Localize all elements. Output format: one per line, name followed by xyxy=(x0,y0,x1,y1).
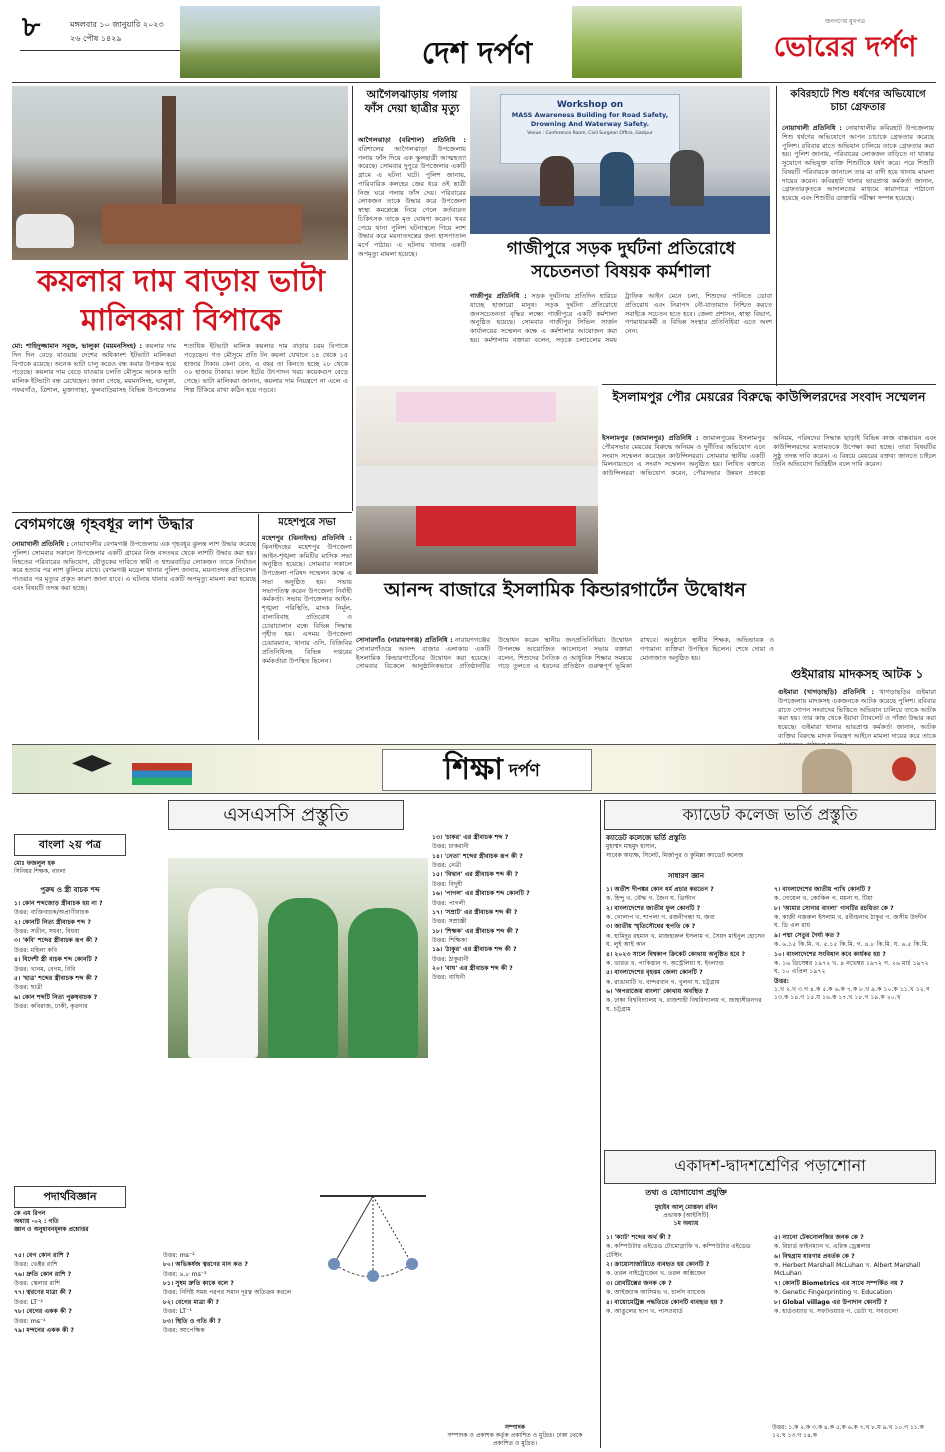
question-line: ৭৮। বেগের একক কী ? xyxy=(14,1308,72,1316)
question-line: ক. রাঙামাটি খ. বান্দরবান গ. খুলনা ঘ. চট্টগ্রাম xyxy=(606,978,720,986)
question-line: ৭৭। ত্বরণের মাত্রা কী ? xyxy=(14,1289,72,1297)
question-line: ৬। 'অপরাজেয় বাংলা' কোথায় অবস্থিত ? xyxy=(606,987,709,995)
pendulum-diagram xyxy=(310,1190,436,1296)
question-line: ক. গোলাপ খ. শাপলা গ. রজনীগন্ধা ঘ. জবা xyxy=(606,914,715,922)
question-line: ১৩। 'চাকর' এর স্ত্রীবাচক শব্দ ? xyxy=(432,834,509,841)
kindergarten-banner xyxy=(396,392,556,422)
question-line: উত্তর: স্কেলার রাশি xyxy=(14,1280,61,1288)
student-boy xyxy=(188,888,258,1058)
pendulum-bob-b xyxy=(367,1270,379,1282)
question-line: ৩। জাতীয় স্মৃতিসৌধের স্থপতি কে ? xyxy=(606,923,696,931)
question-line: ১৭। 'সম্রাট' এর স্ত্রীবাচক শব্দ কী ? xyxy=(432,908,518,916)
cadet-answers: ১.খ ২.খ ৩.গ ৪.ক ৫.ক ৬.ক ৭.ক ৮.খ ৯.ক ১০.ক ১১.খ ১২.গ ১৩.ক ১৪.গ ১৫.ঘ ১৬.ক ১৭.খ ১৮.গ ১৯.ক ২০.খ xyxy=(774,985,930,1002)
question-line: ক. আইজ্যাক আসিমভ খ. চার্লস ব্যাবেজ xyxy=(606,1289,706,1297)
section-title: দেশ দর্পণ xyxy=(421,36,533,71)
pendulum-svg xyxy=(310,1190,436,1296)
girl-text: বরিশালের আগৈলঝাড়া উপজেলায় গলায় ফাঁস দিয়ে এক স্কুলছাত্রী আত্মহত্যা করেছে। সোমবার দুপুরে উপজেলার একটি গ্রামে এ ঘটনা ঘটে। পুলিশ জানায়, পারিবারিক কলহের জের ধরে ওই ছাত্রী নিজ ঘরে গলায় ফাঁস দেয়। পরিবারের লোকজন তাকে উদ্ধার করে উপজেলা স্বাস্থ্য কমপ্লেক্সে নিয়ে গেলে কর্তব্যরত চিকিৎসক তাকে মৃত ঘোষণা করেন। খবর পেয়ে থানা পুলিশ ঘটনাস্থলে গিয়ে লাশ উদ্ধার করে ময়নাতদন্তের জন্য হাসপাতাল মর্গে পাঠায়। এ ঘটনায় থানায় একটি অপমৃত্যু মামলা হয়েছে। xyxy=(358,144,466,258)
cadet-title-box xyxy=(604,800,936,830)
question-line: উত্তর: আপেক্ষিক xyxy=(163,1326,205,1334)
question-line: ক. ঢাকা বিশ্ববিদ্যালয় খ. রাজশাহী বিশ্ববিদ্যালয় গ. জাহাঙ্গীরনগর ঘ. চট্টগ্রাম xyxy=(606,997,762,1013)
question-line: উত্তর: LT⁻¹ xyxy=(163,1308,192,1316)
question-line: উত্তর: পাগলী xyxy=(432,899,466,907)
guimara-text: খাগড়াছড়ির গুইমারা উপজেলায় মাদকসহ একজনকে আটক করেছে পুলিশ। রবিবার রাতে গোপন সংবাদের ভিত্তিতে অভিযান চালিয়ে তাকে আটক করা হয়। তার কাছ থেকে ইয়াবা ট্যাবলেট ও গাঁজা উদ্ধার করা হয়েছে। গুইমারা থানার ভারপ্রাপ্ত কর্মকর্তা জানান, আটক ব্যক্তির বিরুদ্ধে মাদক নিয়ন্ত্রণ আইনে মামলা দায়ের করে তাকে xyxy=(778,688,936,740)
hsc-answers: উত্তর: ১.ক ২.ক ৩.ক ৪.ক ৫.ক ৬.ক ৭.খ ৮.ঘ ৯.খ ১০.গ ১১.ক ১২.খ ১৩.গ ১৪.ক xyxy=(772,1424,924,1440)
date-line-1: মঙ্গলবার ১০ জানুয়ারি ২০২৩ xyxy=(70,20,164,29)
hsc-meta xyxy=(606,1204,766,1232)
question-line: ৫। ন্যানো টেকনোলজির জনক কে ? xyxy=(774,1234,864,1241)
row2-top-rule xyxy=(12,512,352,513)
workshop-person-2 xyxy=(600,152,634,206)
kindergarten-photo xyxy=(356,386,598,574)
brick-kiln-photo xyxy=(12,86,348,260)
question-line: ক. Genetic Fingerprinting খ. Education xyxy=(774,1289,893,1297)
hsc-author-role: প্রভাষক (আইসিটি) xyxy=(663,1212,709,1220)
hsc-title: একাদশ-দ্বাদশশ্রেণির পড়াশোনা xyxy=(674,1156,866,1175)
question-line: ১৫। 'বিদ্বান' এর স্ত্রীবাচক শব্দ কী ? xyxy=(432,871,519,879)
question-line: ক. হার্ডওয়্যার খ. সফটওয়্যার গ. ডেটা ঘ. সবগুলো xyxy=(774,1307,899,1315)
kindergarten-headline: আনন্দ বাজারে ইসলামিক কিন্ডারগার্টেন উদ্বোধন xyxy=(384,579,746,601)
question-line: উত্তর: মহিলা কবি xyxy=(14,946,58,954)
workshop-person-3 xyxy=(670,150,704,206)
question-line: উত্তর: সতীন, সধবা, বিধবা xyxy=(14,928,80,936)
hsc-title-box xyxy=(604,1150,936,1184)
cadet-author: মুহাম্মদ মাহমুদ হাসান, xyxy=(606,843,657,851)
question-line: ক. ভারত খ. পাকিস্তান গ. অস্ট্রেলিয়া ঘ. ইংল্যান্ড xyxy=(606,959,724,967)
page-number: ৮ xyxy=(22,10,41,43)
question-line: উত্তর: নির্দিষ্ট সময় পরপর সমান দূরত্ব অতিক্রম করলে xyxy=(163,1289,292,1297)
question-line: ২। বাংলাদেশের জাতীয় ফুল কোনটি ? xyxy=(606,904,701,912)
moheshpur-headline: মহেশপুরে সভা xyxy=(278,517,336,528)
question-line: উত্তর: নেত্রী xyxy=(432,862,462,870)
question-line: ৭। কোনটি Biometrics এর সাথে সম্পর্কিত নয় ? xyxy=(774,1279,904,1287)
question-line: ৫। 'ছাত্র' শব্দের স্ত্রীবাচক শব্দ কী ? xyxy=(14,974,98,982)
cadet-question-list xyxy=(606,886,934,1148)
cadet-meta xyxy=(606,834,766,870)
question-line: ক. কাজী নজরুল ইসলাম খ. রবীন্দ্রনাথ ঠাকুর গ. জসীম উদদীন ঘ. ডি এল রায় xyxy=(774,914,927,930)
ssc-subject: বাংলা ২য় পত্র xyxy=(38,838,102,851)
kabirhat-byline: নোয়াখালী প্রতিনিধি : xyxy=(782,124,842,132)
question-line: ক. দোয়েল খ. কোকিল গ. ময়না ঘ. টিয়া xyxy=(774,895,873,903)
question-line: ৮। Global village এর উপাদান কোনটি ? xyxy=(774,1298,888,1306)
guimara-byline: গুইমারা (খাগড়াছড়ি) প্রতিনিধি : xyxy=(778,688,874,696)
physics-meta xyxy=(14,1210,126,1250)
ssc-subject-box xyxy=(14,834,126,856)
islampur-byline: ইসলামপুর (জামালপুর) প্রতিনিধি : xyxy=(602,434,699,442)
brick-stack xyxy=(102,204,302,244)
education-banner xyxy=(12,744,936,794)
question-line: ক. হামিদুর রহমান খ. মাজহারুল ইসলাম গ. সৈয়দ মাইনুল হোসেন ঘ. লুই আই কান xyxy=(606,932,765,949)
question-line: ১। কোন শব্দজোড় স্ত্রীবাচক হয় না ? xyxy=(14,900,103,907)
pendulum-string-right xyxy=(373,1196,412,1264)
moheshpur-byline: মহেশপুর (ঝিনাইদহ) প্রতিনিধি : xyxy=(262,534,352,542)
question-line: উত্তর: বাঘিনী xyxy=(432,974,465,982)
student-figure xyxy=(802,749,852,793)
question-line: উত্তর: কবিরাজ, ঢাকী, কৃতদার xyxy=(14,1002,88,1010)
ssc-teacher-name: মোঃ ফজলুল হক xyxy=(14,860,55,867)
kindergarten-byline: সোনারগাঁও (নারায়ণগঞ্জ) প্রতিনিধি : xyxy=(356,636,453,644)
workshop-banner xyxy=(500,94,680,164)
question-line: ২। ক্রায়োসার্জারিতে ব্যবহৃত হয় কোনটি ? xyxy=(606,1261,710,1269)
guimara-body xyxy=(778,688,936,740)
physics-question-list xyxy=(14,1252,304,1442)
student-girl-2 xyxy=(348,908,418,1058)
masthead xyxy=(0,0,945,82)
kabirhat-headline: কবিরহাটে শিশু ধর্ষণের অভিযোগে চাচা গ্রেফতার xyxy=(790,89,926,113)
hsc-chapter: ১ম অধ্যায় xyxy=(673,1220,699,1228)
question-line: ১০। বাংলাদেশের সংবিধান কবে কার্যকর হয় ? xyxy=(774,950,886,958)
workshop-photo xyxy=(470,86,770,234)
question-line: ৮২। বেগের মাত্রা কী ? xyxy=(163,1298,220,1306)
question-line: ৪। ২০২৩ সালে বিশ্বকাপ ক্রিকেট কোথায় অনুষ্ঠিত হবে ? xyxy=(606,950,746,958)
ssc-teacher xyxy=(14,860,126,884)
question-line: ক. হিন্দু খ. বৌদ্ধ গ. জৈন ঘ. খ্রিস্টান xyxy=(606,895,696,903)
question-line: ১৬। 'পাগল' এর স্ত্রীবাচক শব্দ কোনটি ? xyxy=(432,890,530,898)
islampur-body xyxy=(602,434,936,664)
col-rule-3 xyxy=(258,514,259,740)
question-line: ৪। বিদেশী স্ত্রী বাচক শব্দ কোনটি ? xyxy=(14,956,98,964)
gazipur-byline: গাজীপুর প্রতিনিধি : xyxy=(470,292,527,300)
question-line: ৮০। অভিকর্ষজ ত্বরণের মান কত ? xyxy=(163,1261,248,1269)
islampur-top-rule xyxy=(602,384,936,385)
question-line: ৯। পদ্মা সেতুর দৈর্ঘ্য কত ? xyxy=(774,931,840,939)
question-line: ৬। কোন শব্দটি নিত্য পুরুষবাচক ? xyxy=(14,993,98,1001)
question-line: ক. Herbert Marshall McLuhan খ. Albert Marshall McLuhan xyxy=(774,1262,921,1278)
gazipur-body xyxy=(470,292,772,380)
question-line: ১। 'ক্যাট' শব্দের অর্থ কী ? xyxy=(606,1234,672,1241)
paper-tagline: জনগণের মুখপত্র xyxy=(825,18,865,25)
graduation-cap-icon xyxy=(72,755,112,779)
question-line: ক. কম্পিউটার এইডেড টোমোগ্রাফি খ. কম্পিউটার এইডেড টেস্টিং xyxy=(606,1243,751,1259)
question-line: উত্তর: ব্যক্তিবাচক/অপ্রাণীবাচক xyxy=(14,909,89,917)
banner-title-box xyxy=(382,749,592,791)
islampur-text: জামালপুরের ইসলামপুর পৌরসভার মেয়রের বিরুদ্ধে অনিয়ম ও দুর্নীতির অভিযোগ এনে সংবাদ সম্মেলন করেছেন কাউন্সিলররা। সোমবার স্থানীয় একটি মিলনায়তনে এ সংবাদ সম্মেলন অনুষ্ঠিত হয়। লিখিত বক্তব্যে কাউন্সিলররা অভিযোগ করেন, পৌরসভার উন্নয়ন প্রকল্পে অনিয়ম, পরিষদের সিদ্ধান্ত ছাড়াই বিভিন্ন কাজ বাস্তবায়ন এবং কাউন্সিলরদের মতামতকে উপেক্ষা করা হচ্ছে। তারা বিষয়টির সুষ্ঠু তদন্ত দাবি করেন। এ বিষয়ে মেয়রের বক্তব্য জানতে চাইলে তিনি অভিযোগ ভিত্তিহীন বলে দাবি করেন। xyxy=(602,434,936,478)
question-line: ৩। 'কবি' শব্দের স্ত্রীবাচক রূপ কী ? xyxy=(14,937,98,945)
ssc-topic: পুরুষ ও স্ত্রী বাচক শব্দ xyxy=(40,886,100,894)
hsc-author: মুহাইব আল্ মোস্তফা রবিন xyxy=(654,1204,718,1211)
col-rule-1 xyxy=(352,86,353,511)
pendulum-bob-a xyxy=(328,1258,340,1270)
begumganj-body xyxy=(12,540,256,740)
begumganj-text: নোয়াখালীর বেগমগঞ্জ উপজেলায় এক গৃহবধূর ঝুলন্ত লাশ উদ্ধার করেছে পুলিশ। সোমবার সকালে উপজেলার একটি গ্রামের নিজ বসতঘর থেকে লাশটি উদ্ধার করা হয়। নিহতের পরিবারের অভিযোগ, যৌতুকের দাবিতে স্বামী ও শ্বশুরবাড়ির লোকজন তাকে নির্যাতন করে হত্যার পর লাশ ঝুলিয়ে রাখে। বেগমগঞ্জ মডেল থানার পুলিশ জানায়, ময়নাতদন্ত প্রতিবেদন পাওয়ার পর মৃত্যুর প্রকৃত কারণ জানা যাবে। এ ঘটনায় থানায় একটি অপমৃত্যু মামলা করা হয়েছে এবং বিষয়টি তদন্ত করা হচ্ছে। xyxy=(12,540,256,592)
question-line: ১৪। 'নেতা' শব্দের স্ত্রীবাচক রূপ কী ? xyxy=(432,852,523,860)
coal-body xyxy=(12,342,348,510)
question-line: ৭৯। মন্দনের একক কী ? xyxy=(14,1326,74,1334)
footer-box xyxy=(440,1424,590,1448)
cadet-title: ক্যাডেট কলেজ ভর্তি প্রস্তুতি xyxy=(682,805,858,824)
question-line: ৪। বায়োমেট্রিক্স পদ্ধতিতে কোনটি ব্যবহৃত হয় ? xyxy=(606,1298,724,1306)
question-line: ৮। 'আমার সোনার বাংলা' গানটির রচয়িতা কে ? xyxy=(774,904,894,912)
col-rule-2 xyxy=(776,86,777,386)
masthead-photo-right xyxy=(572,6,742,78)
coal-byline: মো: শাহিদুজ্জামান সবুজ, ভালুকা (ময়মনসিংহ) : xyxy=(12,342,143,350)
begumganj-byline: নোয়াখালী প্রতিনিধি : xyxy=(12,540,69,548)
ssc-teacher-role: সিনিয়র শিক্ষক, বাংলা xyxy=(14,868,66,876)
kindergarten-table xyxy=(416,506,576,546)
workshop-person-1 xyxy=(540,156,574,206)
physics-title: পদার্থবিজ্ঞান xyxy=(43,1190,97,1203)
kabirhat-text: নোয়াখালীর কবিরহাট উপজেলায় শিশু ধর্ষণের অভিযোগে আপন চাচাকে গ্রেফতার করেছে পুলিশ। রবিবার রাতে অভিযান চালিয়ে তাকে গ্রেফতার করা হয়। পুলিশ জানায়, পরিবারের লোকজন বাড়িতে না থাকার সুযোগে অভিযুক্ত ব্যক্তি শিশুটিকে ধর্ষণ করে। পরে শিশুটি বিষয়টি পরিবারকে জানালে তার মা বাদী হয়ে থানায় মামলা দায়ের করেন। কবিরহাট থানার ভারপ্রাপ্ত কর্মকর্তা জানান, গ্রেফতারকৃতকে আদালতের মাধ্যমে কারাগারে পাঠানো হয়েছে এবং শিশুটির ডাক্তারি পরীক্ষা সম্পন্ন হয়েছে। xyxy=(782,124,934,203)
question-line: ৫। বাংলাদেশের বৃহত্তম জেলা কোনটি ? xyxy=(606,969,703,977)
pendulum-bob-c xyxy=(406,1258,418,1270)
kiln-chimney xyxy=(162,96,176,216)
hsc-subject: তথ্য ও যোগাযোগ প্রযুক্তি xyxy=(645,1188,727,1197)
banner-title-main: শিক্ষা xyxy=(443,752,503,787)
question-line: ৬। বিশ্বগ্রাম ধারণার প্রবর্তক কে ? xyxy=(774,1252,855,1260)
cadet-subtitle: ক্যাডেট কলেজে ভর্তি প্রস্তুতি xyxy=(606,834,687,842)
girl-byline: আগৈলঝাড়া (বরিশাল) প্রতিনিধি : xyxy=(358,136,466,144)
kindergarten-guests-row xyxy=(356,466,598,506)
girl-body xyxy=(358,136,466,326)
question-line: উত্তর: খানম, বেগম, বিবি xyxy=(14,965,76,973)
question-line: উত্তর: শিক্ষিকা xyxy=(432,936,468,944)
question-line: ক. ৬.১৫ কি.মি. খ. ৫.১৫ কি.মি. গ. ৪.৮ কি.মি. ঘ. ৬.৫ কি.মি. xyxy=(774,941,929,949)
kabirhat-body xyxy=(782,124,934,382)
paper-name: ভোরের দর্পণ xyxy=(773,30,917,63)
question-line: ৭৫। বেগ কোন রাশি ? xyxy=(14,1252,70,1259)
cadet-author-role: সাবেক অধ্যক্ষ, সিলেট, মির্জাপুর ও কুমিল্লা ক্যাডেট কলেজ xyxy=(606,851,744,859)
gazipur-text: সড়ক দুর্ঘটনায় প্রতিদিন হারিয়ে যাচ্ছে হাজারো মানুষ। সড়ক দুর্ঘটনা প্রতিরোধে জনসচেতনতা বৃদ্ধির লক্ষ্যে গাজীপুরে একটি কর্মশালা অনুষ্ঠিত হয়েছে। সোমবার গাজীপুর সিভিল সার্জন কার্যালয়ের সম্মেলন কক্ষে এ কর্মশালার আয়োজন করা হয়। কর্মশালায় বক্তারা বলেন, সড়কে চলাচলের সময় ট্রাফিক আইন মেনে চলা, শিশুদের পানিতে ডোবা প্রতিরোধ এবং নিরাপদ নৌ-যাতায়াত নিশ্চিত করতে সবাইকে সচেতন হতে হবে। জেলা প্রশাসন, স্বাস্থ্য বিভাগ, গণমাধ্যমকর্মী ও বিভিন্ন সংস্থার প্রতিনিধিরা এতে অংশ নেন। xyxy=(470,292,772,344)
guimara-headline: গুইমারায় মাদকসহ আটক ১ xyxy=(790,667,924,681)
question-line: ৭৬। দ্রুতি কোন রাশি ? xyxy=(14,1270,72,1278)
workshop-banner-line3: Drowning And Waterway Safety. xyxy=(530,119,650,128)
cadet-section: সাধারণ জ্ঞান xyxy=(667,872,705,880)
question-line: উত্তর: চাকরানী xyxy=(432,843,469,851)
ssc-title-box xyxy=(168,800,404,830)
moheshpur-body xyxy=(262,534,352,740)
question-line: ২০। 'বাঘ' এর স্ত্রীবাচক শব্দ কী ? xyxy=(432,965,513,973)
question-line: উত্তর: ছাত্রী xyxy=(14,984,43,992)
date-line-2: ২৬ পৌষ ১৪২৯ xyxy=(70,34,122,43)
physics-teacher: কে এম রিপন xyxy=(14,1210,46,1217)
question-line: ৩। রোবটিক্সের জনক কে ? xyxy=(606,1279,672,1287)
coal-text: কয়লার দাম দিন দিন বেড়ে যাওয়ায় দেশের অধিকাংশ ইটভাটা মালিকরা বিপাকে রয়েছে। অনেক ভাটা চালু করেও বন্ধ করার উপক্রম হয়ে পড়েছে। কয়লার দাম বেড়ে যাওয়ায় চলতি মৌসুমে অনেক ভাটা মালিক ইটভাটা বন্ধ রেখেছেন। জানা গেছে, ময়মনসিংহ, ভালুকা, গফরগাঁও, ত্রিশাল, মুক্তাগাছা, ফুলবাড়িয়াসহ বিভিন্ন উপজেলার শতাধিক ইটভাটা মালিক কয়লার দাম বাড়ায় চরম বিপাকে পড়েছেন। গত মৌসুমে প্রতি টন কয়লা যেখানে ১৪ থেকে ১৫ হাজার টাকায় কেনা যেত, এ বছর তা কিনতে হচ্ছে ২৮ থেকে ৩০ হাজার টাকায়। ফলে ইটের উৎপাদন খরচ কয়েকগুণ বেড়ে গেছে। ভাটা মালিকরা জানান, কয়লার দাম নিয়ন্ত্রণে না এলে এ শিল্প টিকিয়ে রাখা কঠিন হয়ে পড়বে। xyxy=(12,342,348,394)
edu-col-rule xyxy=(600,800,601,1448)
student-girl-1 xyxy=(268,898,338,1058)
question-line: ক. আঙুলের ছাপ খ. পাসওয়ার্ড xyxy=(606,1307,683,1315)
gazipur-headline: গাজীপুরে সড়ক দুর্ঘটনা প্রতিরোধে সচেতনতা বিষয়ক কর্মশালা xyxy=(506,239,736,282)
question-line: ক. রিচার্ড ফাইনম্যান খ. এরিক ড্রেক্সলার xyxy=(774,1243,871,1251)
begumganj-headline: বেগমগঞ্জে গৃহবধূর লাশ উদ্ধার xyxy=(14,515,194,533)
students-photo xyxy=(168,858,428,1058)
physics-title-box xyxy=(14,1186,126,1208)
question-line: উত্তর: বিদুষী xyxy=(432,880,463,888)
question-line: ২। কোনটি নিত্য স্ত্রীবাচক শব্দ ? xyxy=(14,918,91,926)
question-line: উত্তর: LT⁻² xyxy=(14,1298,43,1306)
question-line: ৮৩। স্থিতি ও গতি কী ? xyxy=(163,1317,222,1325)
question-line: ৮১। সুষম দ্রুতি কাকে বলে ? xyxy=(163,1280,234,1288)
question-line: উত্তর: ৯.৮ ms⁻² xyxy=(163,1270,207,1278)
workshop-banner-line4: Venue : Conference Room, Civil Surgeon Office, Gazipur xyxy=(527,130,653,136)
question-line: ১৮। 'শিক্ষক' এর স্ত্রীবাচক শব্দ কী ? xyxy=(432,927,519,935)
footer-label: সম্পাদক xyxy=(504,1424,525,1431)
books-icon xyxy=(132,763,192,785)
islampur-headline: ইসলামপুর পৌর মেয়রের বিরুদ্ধে কাউন্সিলরদের সংবাদ সম্মেলন xyxy=(612,389,926,404)
question-line: উত্তর: ঠাকুরানী xyxy=(432,955,469,963)
workshop-banner-line1: Workshop on xyxy=(556,100,624,110)
question-line: উত্তর: ms⁻² xyxy=(163,1252,195,1259)
question-line: ৭। বাংলাদেশের জাতীয় পাখি কোনটি ? xyxy=(774,886,871,893)
ssc-title: এসএসসি প্রস্তুতি xyxy=(223,804,349,826)
question-line: ১৯। 'ঠাকুর' এর স্ত্রীবাচক শব্দ কী ? xyxy=(432,946,517,954)
kindergarten-text: নারায়ণগঞ্জের সোনারগাঁওয়ে আনন্দ বাজার এলাকায় একটি ইসলামিক কিন্ডারগার্টেনের উদ্বোধন করা হয়েছে। সোমবার বিকেলে আনুষ্ঠানিকভাবে প্রতিষ্ঠানটির উদ্বোধন করেন স্থানীয় জনপ্রতিনিধিরা। উদ্বোধন উপলক্ষে আয়োজিত আলোচনা সভায় বক্তারা বলেন, শিশুদের নৈতিক ও আধুনিক শিক্ষার সমন্বয়ে গড়ে তুলতে এ ধরনের প্রতিষ্ঠান গুরুত্বপূর্ণ ভূমিকা রাখবে। অনুষ্ঠানে স্থানীয় শিক্ষক, অভিভাবক ও গণ্যমান্য ব্যক্তিরা উপস্থিত ছিলেন। শেষে দোয়া ও মোনাজাত অনুষ্ঠিত হয়। xyxy=(356,636,774,671)
moheshpur-text: ঝিনাইদহের মহেশপুর উপজেলা আইন-শৃঙ্খলা কমিটির মাসিক সভা অনুষ্ঠিত হয়েছে। সোমবার সকালে উপজেলা পরিষদ সম্মেলন কক্ষে এ সভা অনুষ্ঠিত হয়। সভায় সভাপতিত্ব করেন উপজেলা নির্বাহী কর্মকর্তা। সভায় উপজেলার আইন-শৃঙ্খলা পরিস্থিতি, মাদক নির্মূল, বাল্যবিবাহ প্রতিরোধ ও চোরাচালান বন্ধে বিভিন্ন সিদ্ধান্ত গৃহীত হয়। এসময় উপজেলা চেয়ারম্যান, থানার ওসি, বিজিবির প্রতিনিধিসহ বিভিন্ন দপ্তরের কর্মকর্তারা উপস্থিত ছিলেন। xyxy=(262,542,352,665)
apple-icon xyxy=(892,757,916,781)
hsc-question-list xyxy=(606,1234,934,1430)
workshop-banner-line2: MASS Awareness Building for Road Safety, xyxy=(511,111,669,120)
question-line: ক. তরল নাইট্রোজেন খ. তরল অক্সিজেন xyxy=(606,1270,706,1278)
ssc-right-question-list xyxy=(432,834,596,1182)
girl-headline: আগৈলঝাড়ায় গলায় ফাঁস দেয়া ছাত্রীর মৃত্যু xyxy=(364,88,460,115)
banner-title-sub: দর্পণ xyxy=(509,761,540,781)
question-line: উত্তর: ms⁻¹ xyxy=(14,1317,46,1325)
question-line: ১। অতীশ দীপঙ্কর কোন ধর্ম প্রচার করতেন ? xyxy=(606,886,714,893)
question-line: উত্তর: ভেক্টর রাশি xyxy=(14,1261,58,1269)
footer-text: সম্পাদক ও প্রকাশক কর্তৃক প্রকাশিত ও মুদ্রিত। ঢাকা থেকে প্রকাশিত ও মুদ্রিত। xyxy=(447,1432,583,1448)
coal-headline: কয়লার দাম বাড়ায় ভাটা মালিকরা বিপাকে xyxy=(37,264,325,338)
question-line: ক. ১৬ ডিসেম্বর ১৯৭২ খ. ৪ নভেম্বর ১৯৭২ গ. ২৬ মার্চ ১৯৭২ ঘ. ১০ এপ্রিল ১৯৭২ xyxy=(774,959,929,976)
car-shape xyxy=(16,214,74,248)
cadet-answers-title: উত্তর: xyxy=(774,977,790,985)
masthead-photo-left xyxy=(180,6,380,78)
masthead-bottom-rule xyxy=(12,82,936,83)
pendulum-string-left xyxy=(334,1196,373,1264)
physics-topic: অধ্যায় -০২ : গতি xyxy=(14,1218,59,1226)
question-line: উত্তর: সম্রাজ্ঞী xyxy=(432,918,467,926)
physics-sub: জ্ঞান ও অনুধাবনমূলক প্রশ্নোত্তর xyxy=(14,1226,89,1234)
